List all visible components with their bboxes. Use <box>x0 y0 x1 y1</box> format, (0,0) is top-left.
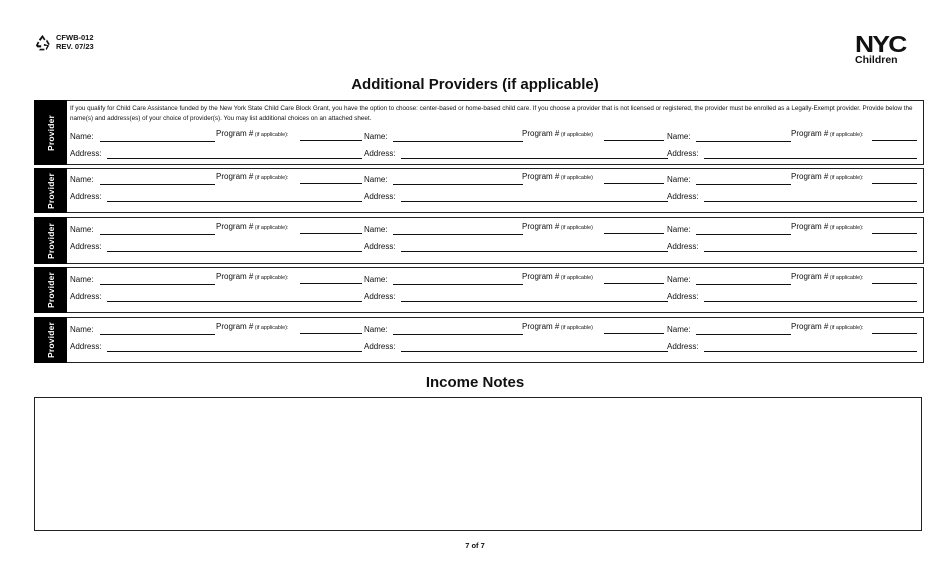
income-notes-field[interactable] <box>34 397 922 531</box>
provider-block-3 <box>34 217 924 264</box>
name-label: Name: <box>70 225 94 234</box>
program-number-input[interactable] <box>604 226 664 234</box>
program-number-input[interactable] <box>300 176 362 184</box>
program-number-label: Program # (if applicable): <box>791 272 864 281</box>
logo-subtitle: Children <box>855 54 898 66</box>
name-label: Name: <box>667 325 691 334</box>
provider-name-input[interactable] <box>393 177 523 185</box>
program-number-label: Program # (if applicable) <box>522 322 593 331</box>
provider-tab: Provider <box>34 267 67 313</box>
program-number-input[interactable] <box>872 276 917 284</box>
program-number-label: Program # (if applicable): <box>216 322 289 331</box>
program-number-label: Program # (if applicable) <box>522 222 593 231</box>
program-number-input[interactable] <box>604 276 664 284</box>
provider-address-input[interactable] <box>107 244 362 252</box>
provider-address-input[interactable] <box>704 151 917 159</box>
provider-block-4 <box>34 267 924 313</box>
address-label: Address: <box>364 242 396 251</box>
provider-block-1 <box>34 100 924 165</box>
program-number-input[interactable] <box>872 133 917 141</box>
provider-address-input[interactable] <box>401 294 668 302</box>
address-label: Address: <box>667 149 699 158</box>
program-number-label: Program # (if applicable): <box>216 222 289 231</box>
providers-intro-text: If you qualify for Child Care Assistance funded by the New York State Child Care Block Grant, you have the option to choose: center-based or home-based child care. If you choose a provider that is not licensed or registered, the provider must be enrolled as a Legally-Exempt provider. Provide below the name(s) and address(es) of your choice of provider(s). You may list additional choices on an attached sheet. <box>70 105 913 122</box>
program-number-label: Program # (if applicable) <box>522 272 593 281</box>
program-number-label: Program # (if applicable): <box>791 322 864 331</box>
address-label: Address: <box>70 342 102 351</box>
provider-name-input[interactable] <box>393 277 523 285</box>
program-number-label: Program # (if applicable): <box>791 222 864 231</box>
provider-tab: Provider <box>34 217 67 264</box>
page-number: 7 of 7 <box>465 541 485 550</box>
form-revision: REV. 07/23 <box>56 42 94 51</box>
provider-name-input[interactable] <box>696 277 791 285</box>
provider-name-input[interactable] <box>696 177 791 185</box>
provider-address-input[interactable] <box>107 344 362 352</box>
address-label: Address: <box>667 242 699 251</box>
address-label: Address: <box>364 342 396 351</box>
provider-tab: Provider <box>34 100 67 165</box>
program-number-label: Program # (if applicable) <box>522 129 593 138</box>
address-label: Address: <box>70 242 102 251</box>
program-number-input[interactable] <box>300 276 362 284</box>
form-code: CFWB-012 <box>56 33 94 42</box>
name-label: Name: <box>667 175 691 184</box>
program-number-label: Program # (if applicable): <box>216 172 289 181</box>
program-number-input[interactable] <box>604 133 664 141</box>
program-number-input[interactable] <box>300 326 362 334</box>
provider-name-input[interactable] <box>393 134 523 142</box>
provider-address-input[interactable] <box>401 194 668 202</box>
program-number-input[interactable] <box>872 176 917 184</box>
program-number-label: Program # (if applicable): <box>791 172 864 181</box>
provider-tab: Provider <box>34 168 67 213</box>
program-number-input[interactable] <box>300 133 362 141</box>
address-label: Address: <box>667 342 699 351</box>
provider-name-input[interactable] <box>100 134 215 142</box>
nyc-children-logo <box>855 33 917 66</box>
address-label: Address: <box>70 292 102 301</box>
provider-address-input[interactable] <box>704 194 917 202</box>
provider-name-input[interactable] <box>100 177 215 185</box>
name-label: Name: <box>667 132 691 141</box>
program-number-label: Program # (if applicable) <box>522 172 593 181</box>
provider-name-input[interactable] <box>100 277 215 285</box>
provider-address-input[interactable] <box>401 344 668 352</box>
provider-address-input[interactable] <box>401 244 668 252</box>
name-label: Name: <box>364 275 388 284</box>
address-label: Address: <box>364 292 396 301</box>
provider-name-input[interactable] <box>393 327 523 335</box>
program-number-input[interactable] <box>872 226 917 234</box>
logo-brand: NYC <box>855 31 906 57</box>
address-label: Address: <box>70 149 102 158</box>
name-label: Name: <box>70 275 94 284</box>
program-number-label: Program # (if applicable): <box>216 272 289 281</box>
name-label: Name: <box>667 275 691 284</box>
name-label: Name: <box>364 225 388 234</box>
income-notes-title: Income Notes <box>425 374 525 391</box>
address-label: Address: <box>70 192 102 201</box>
providers-section-title: Additional Providers (if applicable) <box>351 76 599 93</box>
provider-address-input[interactable] <box>704 344 917 352</box>
provider-address-input[interactable] <box>401 151 668 159</box>
provider-name-input[interactable] <box>393 227 523 235</box>
address-label: Address: <box>667 292 699 301</box>
name-label: Name: <box>70 175 94 184</box>
program-number-input[interactable] <box>604 326 664 334</box>
provider-block-2 <box>34 168 924 213</box>
provider-name-input[interactable] <box>696 134 791 142</box>
name-label: Name: <box>70 132 94 141</box>
provider-block-5 <box>34 317 924 363</box>
provider-address-input[interactable] <box>704 294 917 302</box>
program-number-input[interactable] <box>300 226 362 234</box>
name-label: Name: <box>364 175 388 184</box>
recycle-icon <box>34 34 51 51</box>
program-number-label: Program # (if applicable): <box>791 129 864 138</box>
provider-name-input[interactable] <box>696 327 791 335</box>
name-label: Name: <box>70 325 94 334</box>
program-number-input[interactable] <box>872 326 917 334</box>
address-label: Address: <box>364 192 396 201</box>
program-number-input[interactable] <box>604 176 664 184</box>
provider-name-input[interactable] <box>100 327 215 335</box>
name-label: Name: <box>667 225 691 234</box>
name-label: Name: <box>364 325 388 334</box>
program-number-label: Program # (if applicable): <box>216 129 289 138</box>
form-identifier <box>34 33 94 51</box>
address-label: Address: <box>667 192 699 201</box>
provider-address-input[interactable] <box>107 151 362 159</box>
name-label: Name: <box>364 132 388 141</box>
provider-address-input[interactable] <box>107 194 362 202</box>
provider-address-input[interactable] <box>704 244 917 252</box>
provider-tab: Provider <box>34 317 67 363</box>
provider-name-input[interactable] <box>100 227 215 235</box>
provider-name-input[interactable] <box>696 227 791 235</box>
provider-address-input[interactable] <box>107 294 362 302</box>
address-label: Address: <box>364 149 396 158</box>
